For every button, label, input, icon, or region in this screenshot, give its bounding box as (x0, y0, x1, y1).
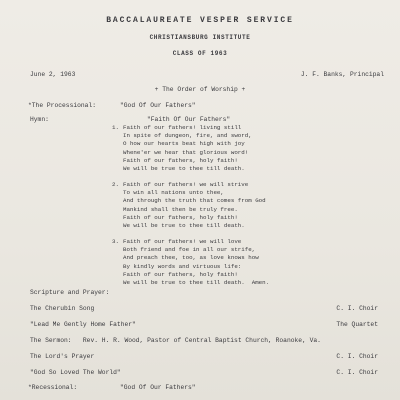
hymn-line: And through the truth that comes from God (123, 197, 266, 205)
service-date: June 2, 1963 (30, 71, 76, 78)
hymn-line: Faith of our fathers! we will strive (123, 181, 249, 188)
hymn-line: We will be true to thee till death. (123, 165, 245, 173)
hymn-line: Faith of our fathers, holy faith! (123, 270, 238, 278)
hymn-title: "Faith Of Our Fathers" (147, 116, 231, 123)
recessional-label: *Recessional: (28, 384, 78, 391)
hymn-line: Faith of our fathers! we will love (123, 238, 242, 245)
program-item-sermon: The Sermon: Rev. H. R. Wood, Pastor of Central Baptist Church, Roanoke, Va. (30, 337, 321, 344)
hymn-line: O how our hearts beat high with joy (123, 140, 245, 148)
hymn-line: Faith of our fathers, holy faith! (123, 213, 238, 221)
hymn-stanza-3 (112, 238, 270, 287)
program-performer: C. I. Choir (336, 369, 378, 376)
program-performer: C. I. Choir (336, 305, 378, 312)
stanza-number: 1. (112, 124, 119, 131)
hymn-stanza-1 (112, 124, 252, 173)
principal-name: J. F. Banks, Principal (300, 71, 384, 78)
program-performer: The Quartet (336, 321, 378, 328)
processional-label: *The Processional: (28, 102, 97, 109)
hymn-label: Hymn: (30, 116, 49, 123)
stanza-number: 2. (112, 181, 119, 188)
stanza-number: 3. (112, 238, 119, 245)
hymn-line: Both friend and foe in all our strife, (123, 246, 256, 254)
service-title: BACCALAUREATE VESPER SERVICE (106, 16, 294, 25)
program-item-cherubin-song: The Cherubin Song (30, 305, 95, 312)
hymn-line: Faith of our fathers! living still (123, 124, 242, 131)
hymn-line: We will be true to thee till death. Amen. (123, 279, 270, 287)
recessional-title: "God Of Our Fathers" (120, 384, 196, 391)
program-performer: C. I. Choir (336, 353, 378, 360)
program-item-lords-prayer: The Lord's Prayer (30, 353, 95, 360)
hymn-line: In spite of dungeon, fire, and sword, (123, 132, 252, 140)
hymn-line: By kindly words and virtuous life: (123, 262, 242, 270)
hymn-line: We will be true to thee till death. (123, 222, 245, 230)
hymn-line: To win all nations unto thee, (123, 189, 224, 197)
school-name: CHRISTIANSBURG INSTITUTE (149, 34, 251, 41)
program-item-scripture: Scripture and Prayer: (30, 289, 110, 296)
hymn-stanza-2 (112, 181, 266, 230)
hymn-line: Whene'er we hear that glorious word! (123, 148, 249, 156)
hymn-line: And preach thee, too, as love knows how (123, 254, 259, 262)
program-item-lead-me-gently: "Lead Me Gently Home Father" (30, 321, 136, 328)
hymn-line: Faith of our fathers, holy faith! (123, 156, 238, 164)
hymn-line: Mankind shall then be truly free. (123, 205, 238, 213)
class-year: CLASS OF 1963 (172, 50, 228, 57)
program-item-god-so-loved: "God So Loved The World" (30, 369, 121, 376)
processional-title: "God Of Our Fathers" (120, 102, 196, 109)
order-of-worship-heading: + The Order of Worship + (154, 86, 246, 93)
